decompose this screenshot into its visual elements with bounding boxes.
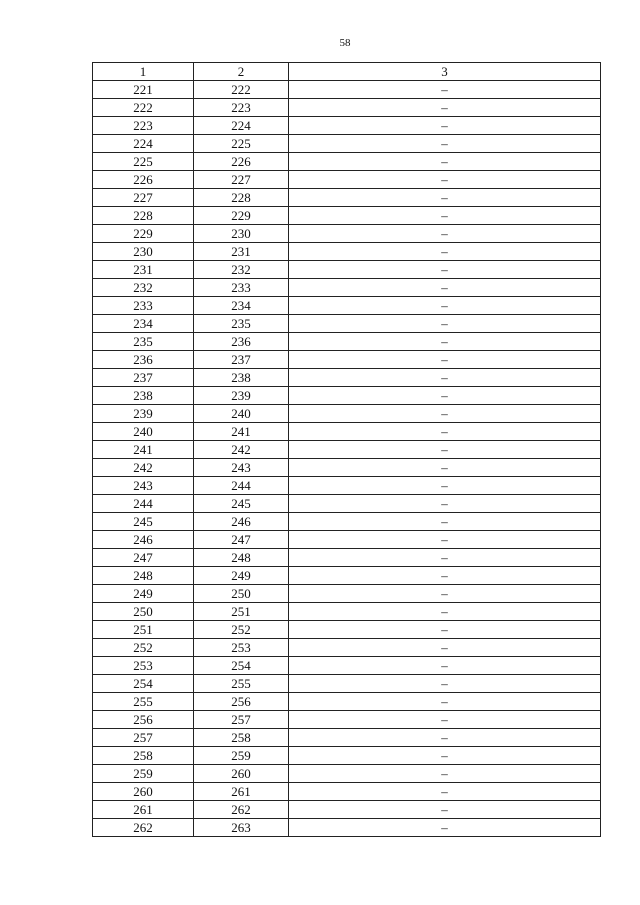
table-row (93, 225, 601, 243)
table-cell-col2: 247 (194, 531, 289, 549)
table-row (93, 711, 601, 729)
table-cell-col2: 246 (194, 513, 289, 531)
table-cell-col2: 262 (194, 801, 289, 819)
table-cell-col2: 224 (194, 117, 289, 135)
table-cell-col1: 225 (93, 153, 194, 171)
table-cell-col3: – (289, 315, 601, 333)
table-row (93, 675, 601, 693)
table-cell-col2: 241 (194, 423, 289, 441)
table-cell-col2: 251 (194, 603, 289, 621)
table-cell-col1: 224 (93, 135, 194, 153)
table-cell-col1: 242 (93, 459, 194, 477)
table-cell-col1: 262 (93, 819, 194, 837)
table-row (93, 99, 601, 117)
table-cell-col1: 252 (93, 639, 194, 657)
table-cell-col1: 243 (93, 477, 194, 495)
table-row (93, 729, 601, 747)
table-cell-col2: 245 (194, 495, 289, 513)
table-cell-col1: 256 (93, 711, 194, 729)
table-cell-col1: 223 (93, 117, 194, 135)
table-cell-col3: – (289, 81, 601, 99)
table-cell-col3: – (289, 765, 601, 783)
table-cell-col2: 260 (194, 765, 289, 783)
table-cell-col2: 235 (194, 315, 289, 333)
table-row (93, 315, 601, 333)
table-cell-col2: 232 (194, 261, 289, 279)
table-cell-col1: 226 (93, 171, 194, 189)
table-row (93, 441, 601, 459)
table-row (93, 243, 601, 261)
table-cell-col2: 252 (194, 621, 289, 639)
table-cell-col3: – (289, 729, 601, 747)
table-cell-col3: – (289, 441, 601, 459)
table-cell-col2: 231 (194, 243, 289, 261)
table-cell-col3: – (289, 801, 601, 819)
table-cell-col1: 233 (93, 297, 194, 315)
table-row (93, 585, 601, 603)
table-cell-col2: 243 (194, 459, 289, 477)
table-row (93, 279, 601, 297)
table-cell-col3: – (289, 333, 601, 351)
table-row (93, 801, 601, 819)
table-row (93, 297, 601, 315)
table-cell-col3: – (289, 567, 601, 585)
table-cell-col1: 249 (93, 585, 194, 603)
table-cell-col3: – (289, 639, 601, 657)
table-cell-col3: – (289, 711, 601, 729)
table-cell-col2: 240 (194, 405, 289, 423)
table-cell-col1: 259 (93, 765, 194, 783)
table-cell-col2: 258 (194, 729, 289, 747)
table-cell-col3: – (289, 243, 601, 261)
table-row (93, 333, 601, 351)
table-row (93, 153, 601, 171)
table-cell-col3: – (289, 225, 601, 243)
table-cell-col1: 261 (93, 801, 194, 819)
table-cell-col3: – (289, 603, 601, 621)
table-cell-col1: 232 (93, 279, 194, 297)
table-cell-col2: 229 (194, 207, 289, 225)
table-cell-col1: 257 (93, 729, 194, 747)
table-cell-col3: – (289, 369, 601, 387)
table-header (93, 63, 601, 81)
table-cell-col2: 250 (194, 585, 289, 603)
table-cell-col2: 261 (194, 783, 289, 801)
table-cell-col2: 263 (194, 819, 289, 837)
column-header-1: 1 (93, 63, 194, 81)
table-row (93, 765, 601, 783)
table-cell-col1: 229 (93, 225, 194, 243)
table-cell-col1: 247 (93, 549, 194, 567)
table-cell-col1: 236 (93, 351, 194, 369)
table-cell-col2: 238 (194, 369, 289, 387)
table-cell-col2: 226 (194, 153, 289, 171)
table-cell-col3: – (289, 99, 601, 117)
header-row (93, 63, 601, 81)
table-cell-col3: – (289, 477, 601, 495)
table-cell-col1: 248 (93, 567, 194, 585)
table-row (93, 189, 601, 207)
table-row (93, 117, 601, 135)
table-cell-col2: 254 (194, 657, 289, 675)
table-cell-col3: – (289, 279, 601, 297)
table-cell-col2: 236 (194, 333, 289, 351)
table-cell-col3: – (289, 531, 601, 549)
table-cell-col3: – (289, 351, 601, 369)
table-row (93, 819, 601, 837)
data-table (92, 62, 601, 837)
table-cell-col2: 253 (194, 639, 289, 657)
table-cell-col3: – (289, 153, 601, 171)
table-row (93, 621, 601, 639)
table-row (93, 657, 601, 675)
table-cell-col3: – (289, 117, 601, 135)
table-cell-col1: 241 (93, 441, 194, 459)
table-cell-col1: 251 (93, 621, 194, 639)
table-cell-col2: 230 (194, 225, 289, 243)
table-cell-col1: 258 (93, 747, 194, 765)
table-cell-col1: 230 (93, 243, 194, 261)
table-cell-col2: 237 (194, 351, 289, 369)
table-row (93, 369, 601, 387)
table-cell-col2: 257 (194, 711, 289, 729)
table-row (93, 747, 601, 765)
table-cell-col2: 248 (194, 549, 289, 567)
table-row (93, 459, 601, 477)
table-row (93, 171, 601, 189)
table-row (93, 405, 601, 423)
table-cell-col1: 253 (93, 657, 194, 675)
table-cell-col3: – (289, 135, 601, 153)
column-header-3: 3 (289, 63, 601, 81)
table-cell-col1: 244 (93, 495, 194, 513)
table-cell-col2: 233 (194, 279, 289, 297)
table-row (93, 477, 601, 495)
table-row (93, 261, 601, 279)
page-number: 58 (339, 37, 351, 49)
table-row (93, 513, 601, 531)
table-cell-col2: 259 (194, 747, 289, 765)
table-cell-col2: 222 (194, 81, 289, 99)
table-cell-col3: – (289, 189, 601, 207)
table-cell-col3: – (289, 675, 601, 693)
table-cell-col2: 223 (194, 99, 289, 117)
table-cell-col2: 227 (194, 171, 289, 189)
table-cell-col3: – (289, 171, 601, 189)
table-row (93, 639, 601, 657)
table-row (93, 549, 601, 567)
table-cell-col2: 225 (194, 135, 289, 153)
table-row (93, 135, 601, 153)
table-cell-col2: 255 (194, 675, 289, 693)
table-cell-col3: – (289, 387, 601, 405)
table-row (93, 783, 601, 801)
table-cell-col1: 222 (93, 99, 194, 117)
table-cell-col1: 240 (93, 423, 194, 441)
table-cell-col3: – (289, 657, 601, 675)
table-cell-col1: 245 (93, 513, 194, 531)
table-cell-col1: 238 (93, 387, 194, 405)
table-row (93, 531, 601, 549)
table-cell-col1: 231 (93, 261, 194, 279)
table-cell-col1: 250 (93, 603, 194, 621)
column-header-2: 2 (194, 63, 289, 81)
table-cell-col3: – (289, 585, 601, 603)
table-cell-col3: – (289, 693, 601, 711)
table-cell-col1: 239 (93, 405, 194, 423)
table-cell-col3: – (289, 261, 601, 279)
table-cell-col1: 227 (93, 189, 194, 207)
table-cell-col1: 228 (93, 207, 194, 225)
table-row (93, 207, 601, 225)
table-cell-col1: 254 (93, 675, 194, 693)
table-cell-col1: 234 (93, 315, 194, 333)
table-cell-col1: 260 (93, 783, 194, 801)
table-cell-col2: 234 (194, 297, 289, 315)
table-row (93, 603, 601, 621)
table-cell-col2: 239 (194, 387, 289, 405)
table-cell-col3: – (289, 549, 601, 567)
table-cell-col3: – (289, 513, 601, 531)
table-cell-col2: 244 (194, 477, 289, 495)
table-cell-col1: 246 (93, 531, 194, 549)
table-cell-col3: – (289, 621, 601, 639)
table-row (93, 387, 601, 405)
table-row (93, 693, 601, 711)
table-cell-col3: – (289, 207, 601, 225)
table-cell-col3: – (289, 783, 601, 801)
table-cell-col2: 228 (194, 189, 289, 207)
table-cell-col2: 249 (194, 567, 289, 585)
table-row (93, 81, 601, 99)
table-cell-col3: – (289, 405, 601, 423)
table-row (93, 423, 601, 441)
table-row (93, 495, 601, 513)
table-row (93, 567, 601, 585)
table-body (93, 81, 601, 837)
table-cell-col3: – (289, 495, 601, 513)
table-cell-col3: – (289, 297, 601, 315)
table-cell-col3: – (289, 819, 601, 837)
table-cell-col3: – (289, 459, 601, 477)
table-cell-col3: – (289, 747, 601, 765)
table-row (93, 351, 601, 369)
table-cell-col1: 237 (93, 369, 194, 387)
table-cell-col1: 235 (93, 333, 194, 351)
table-cell-col1: 255 (93, 693, 194, 711)
table-cell-col1: 221 (93, 81, 194, 99)
table-cell-col3: – (289, 423, 601, 441)
table-cell-col2: 242 (194, 441, 289, 459)
table-cell-col2: 256 (194, 693, 289, 711)
